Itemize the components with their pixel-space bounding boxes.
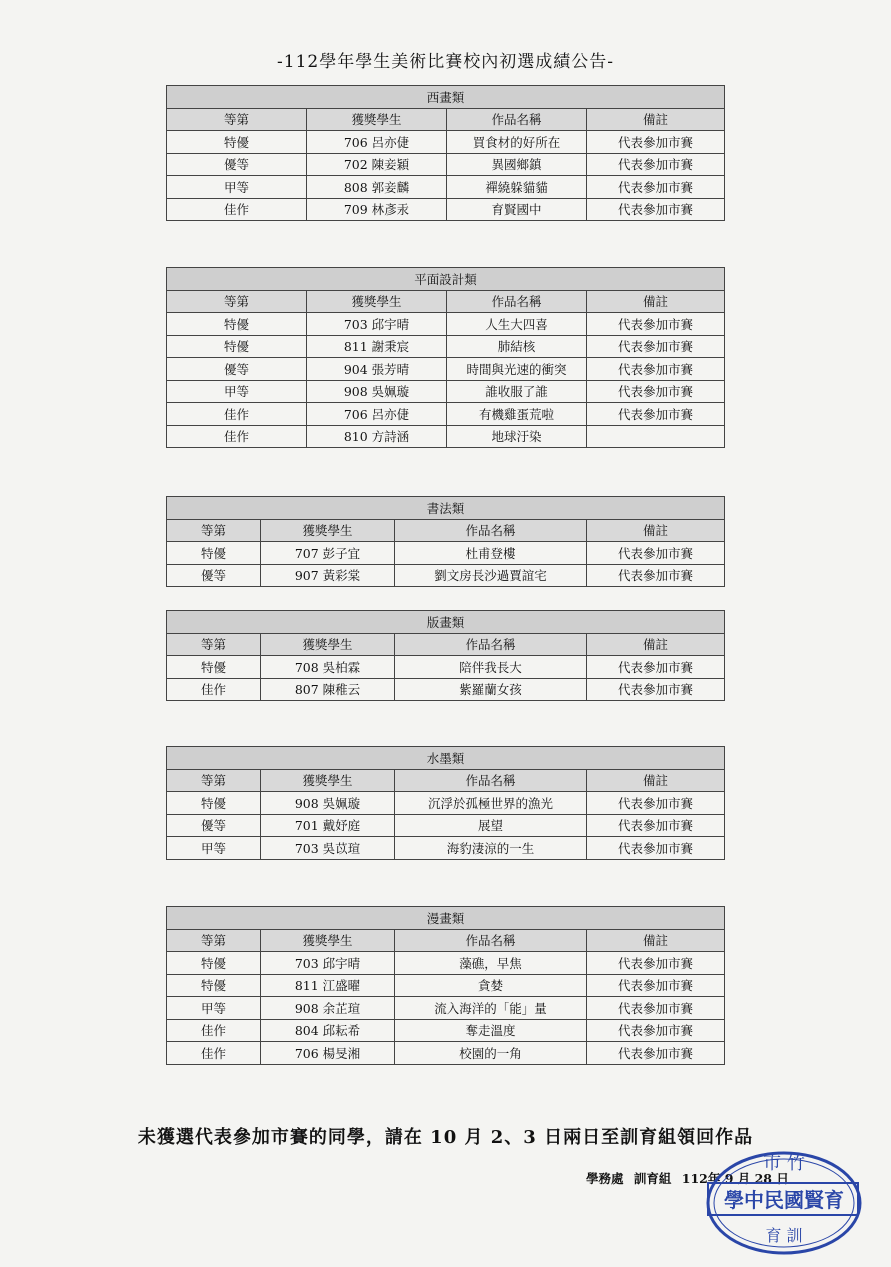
- rank-cell: 特優: [167, 952, 261, 975]
- seal-bottom-text: 育 訓: [765, 1226, 803, 1245]
- rank-cell: 甲等: [167, 837, 261, 860]
- remarks-cell: 代表參加市賽: [587, 380, 725, 403]
- work-title-cell: 貪婪: [395, 974, 587, 997]
- header-student: 獲獎學生: [261, 769, 395, 792]
- work-title-cell: 杜甫登樓: [395, 542, 587, 565]
- remarks-cell: 代表參加市賽: [587, 564, 725, 587]
- rank-cell: 特優: [167, 335, 307, 358]
- remarks-cell: 代表參加市賽: [587, 198, 725, 221]
- table-row: [167, 313, 725, 336]
- header-remarks: 備註: [587, 519, 725, 542]
- category-row: [167, 86, 725, 109]
- work-title-cell: 有機雞蛋荒啦: [447, 403, 587, 426]
- table-row: [167, 380, 725, 403]
- rank-cell: 佳作: [167, 425, 307, 448]
- table-row: [167, 678, 725, 701]
- column-header-row: [167, 769, 725, 792]
- rank-cell: 特優: [167, 974, 261, 997]
- column-header-row: [167, 633, 725, 656]
- remarks-cell: 代表參加市賽: [587, 403, 725, 426]
- work-title-cell: 流入海洋的「能」量: [395, 997, 587, 1020]
- remarks-cell: 代表參加市賽: [587, 792, 725, 815]
- rank-cell: 佳作: [167, 198, 307, 221]
- header-rank: 等第: [167, 633, 261, 656]
- header-remarks: 備註: [587, 769, 725, 792]
- table-row: [167, 564, 725, 587]
- table-row: [167, 176, 725, 199]
- remarks-cell: 代表參加市賽: [587, 656, 725, 679]
- remarks-cell: [587, 425, 725, 448]
- student-cell: 908 吳姵璇: [261, 792, 395, 815]
- student-cell: 703 邱宇晴: [307, 313, 447, 336]
- column-header-row: [167, 929, 725, 952]
- table-row: [167, 542, 725, 565]
- student-cell: 708 吳柏霖: [261, 656, 395, 679]
- student-cell: 908 吳姵璇: [307, 380, 447, 403]
- column-header-row: [167, 290, 725, 313]
- rank-cell: 特優: [167, 131, 307, 154]
- student-cell: 706 楊旻湘: [261, 1042, 395, 1065]
- student-cell: 807 陳稚云: [261, 678, 395, 701]
- rank-cell: 優等: [167, 358, 307, 381]
- signature-section: 訓育組: [633, 1171, 672, 1186]
- remarks-cell: 代表參加市賽: [587, 542, 725, 565]
- remarks-cell: 代表參加市賽: [587, 358, 725, 381]
- header-remarks: 備註: [587, 929, 725, 952]
- results-table: [166, 906, 725, 1065]
- table-row: [167, 425, 725, 448]
- remarks-cell: 代表參加市賽: [587, 837, 725, 860]
- work-title-cell: 禪繞躲貓貓: [447, 176, 587, 199]
- table-row: [167, 792, 725, 815]
- results-table: [166, 267, 725, 448]
- rank-cell: 特優: [167, 656, 261, 679]
- remarks-cell: 代表參加市賽: [587, 997, 725, 1020]
- table-row: [167, 974, 725, 997]
- table-row: [167, 198, 725, 221]
- work-title-cell: 買食材的好所在: [447, 131, 587, 154]
- seal-main-text: 學中民國賢育: [724, 1188, 844, 1212]
- column-header-row: [167, 519, 725, 542]
- category-title: 書法類: [167, 497, 725, 520]
- results-table: [166, 85, 725, 221]
- remarks-cell: 代表參加市賽: [587, 153, 725, 176]
- category-row: [167, 497, 725, 520]
- header-work-title: 作品名稱: [395, 769, 587, 792]
- section-printmaking: [166, 610, 724, 701]
- work-title-cell: 海豹淒涼的一生: [395, 837, 587, 860]
- work-title-cell: 育賢國中: [447, 198, 587, 221]
- results-table: [166, 610, 725, 701]
- category-row: [167, 611, 725, 634]
- student-cell: 706 呂亦倢: [307, 403, 447, 426]
- column-header-row: [167, 108, 725, 131]
- rank-cell: 甲等: [167, 176, 307, 199]
- rank-cell: 甲等: [167, 380, 307, 403]
- student-cell: 904 張芳晴: [307, 358, 447, 381]
- rank-cell: 佳作: [167, 1019, 261, 1042]
- category-title: 平面設計類: [167, 268, 725, 291]
- header-remarks: 備註: [587, 290, 725, 313]
- remarks-cell: 代表參加市賽: [587, 1042, 725, 1065]
- header-rank: 等第: [167, 769, 261, 792]
- work-title-cell: 紫羅蘭女孩: [395, 678, 587, 701]
- seal-top-text: 市 竹: [763, 1153, 805, 1174]
- category-row: [167, 747, 725, 770]
- rank-cell: 優等: [167, 153, 307, 176]
- header-work-title: 作品名稱: [447, 108, 587, 131]
- page-title: -112學年學生美術比賽校內初選成績公告-: [277, 52, 614, 72]
- signature-date: 112年 9 月 28 日: [681, 1171, 789, 1186]
- header-remarks: 備註: [587, 108, 725, 131]
- student-cell: 709 林彥汞: [307, 198, 447, 221]
- table-row: [167, 814, 725, 837]
- results-table: [166, 746, 725, 860]
- student-cell: 702 陳妾穎: [307, 153, 447, 176]
- header-work-title: 作品名稱: [447, 290, 587, 313]
- section-graphic-design: [166, 267, 724, 448]
- category-title: 水墨類: [167, 747, 725, 770]
- notice-text: 未獲選代表參加市賽的同學，請在 10 月 2、3 日兩日至訓育組領回作品: [137, 1127, 754, 1148]
- work-title-cell: 人生大四喜: [447, 313, 587, 336]
- rank-cell: 特優: [167, 792, 261, 815]
- section-comics: [166, 906, 724, 1065]
- category-row: [167, 907, 725, 930]
- rank-cell: 優等: [167, 814, 261, 837]
- header-rank: 等第: [167, 290, 307, 313]
- student-cell: 707 彭子宜: [261, 542, 395, 565]
- signature-office: 學務處: [586, 1171, 624, 1186]
- remarks-cell: 代表參加市賽: [587, 1019, 725, 1042]
- header-student: 獲獎學生: [261, 929, 395, 952]
- rank-cell: 特優: [167, 313, 307, 336]
- student-cell: 703 吳苡瑄: [261, 837, 395, 860]
- student-cell: 804 邱耘希: [261, 1019, 395, 1042]
- category-title: 版畫類: [167, 611, 725, 634]
- table-row: [167, 1019, 725, 1042]
- header-rank: 等第: [167, 519, 261, 542]
- rank-cell: 甲等: [167, 997, 261, 1020]
- remarks-cell: 代表參加市賽: [587, 131, 725, 154]
- student-cell: 706 呂亦倢: [307, 131, 447, 154]
- remarks-cell: 代表參加市賽: [587, 952, 725, 975]
- student-cell: 811 江盛曜: [261, 974, 395, 997]
- work-title-cell: 校園的一角: [395, 1042, 587, 1065]
- student-cell: 811 謝秉宸: [307, 335, 447, 358]
- student-cell: 810 方詩涵: [307, 425, 447, 448]
- work-title-cell: 異國鄉鎮: [447, 153, 587, 176]
- student-cell: 701 戴妤庭: [261, 814, 395, 837]
- work-title-cell: 奪走溫度: [395, 1019, 587, 1042]
- rank-cell: 佳作: [167, 403, 307, 426]
- work-title-cell: 肺結核: [447, 335, 587, 358]
- header-work-title: 作品名稱: [395, 929, 587, 952]
- work-title-cell: 藻礁，早焦: [395, 952, 587, 975]
- remarks-cell: 代表參加市賽: [587, 974, 725, 997]
- header-student: 獲獎學生: [307, 108, 447, 131]
- work-title-cell: 展望: [395, 814, 587, 837]
- student-cell: 703 邱宇晴: [261, 952, 395, 975]
- section-ink-painting: [166, 746, 724, 860]
- table-row: [167, 131, 725, 154]
- header-work-title: 作品名稱: [395, 519, 587, 542]
- category-title: 漫畫類: [167, 907, 725, 930]
- work-title-cell: 陪伴我長大: [395, 656, 587, 679]
- header-work-title: 作品名稱: [395, 633, 587, 656]
- table-row: [167, 997, 725, 1020]
- header-student: 獲獎學生: [261, 519, 395, 542]
- remarks-cell: 代表參加市賽: [587, 176, 725, 199]
- category-title: 西畫類: [167, 86, 725, 109]
- header-rank: 等第: [167, 108, 307, 131]
- category-row: [167, 268, 725, 291]
- student-cell: 908 余芷瑄: [261, 997, 395, 1020]
- table-row: [167, 656, 725, 679]
- section-calligraphy: [166, 496, 724, 587]
- table-row: [167, 1042, 725, 1065]
- work-title-cell: 劉文房長沙過賈誼宅: [395, 564, 587, 587]
- rank-cell: 佳作: [167, 1042, 261, 1065]
- table-row: [167, 358, 725, 381]
- header-remarks: 備註: [587, 633, 725, 656]
- rank-cell: 特優: [167, 542, 261, 565]
- header-student: 獲獎學生: [307, 290, 447, 313]
- table-row: [167, 153, 725, 176]
- student-cell: 907 黃彩棠: [261, 564, 395, 587]
- header-student: 獲獎學生: [261, 633, 395, 656]
- results-table: [166, 496, 725, 587]
- remarks-cell: 代表參加市賽: [587, 814, 725, 837]
- rank-cell: 優等: [167, 564, 261, 587]
- student-cell: 808 郭妾麟: [307, 176, 447, 199]
- table-row: [167, 952, 725, 975]
- work-title-cell: 時間與光速的衝突: [447, 358, 587, 381]
- header-rank: 等第: [167, 929, 261, 952]
- work-title-cell: 地球汙染: [447, 425, 587, 448]
- work-title-cell: 誰收服了誰: [447, 380, 587, 403]
- table-row: [167, 335, 725, 358]
- rank-cell: 佳作: [167, 678, 261, 701]
- remarks-cell: 代表參加市賽: [587, 313, 725, 336]
- table-row: [167, 403, 725, 426]
- remarks-cell: 代表參加市賽: [587, 678, 725, 701]
- school-seal-stamp: [698, 1145, 864, 1257]
- remarks-cell: 代表參加市賽: [587, 335, 725, 358]
- work-title-cell: 沉浮於孤極世界的漁光: [395, 792, 587, 815]
- section-oil-painting: [166, 85, 724, 221]
- table-row: [167, 837, 725, 860]
